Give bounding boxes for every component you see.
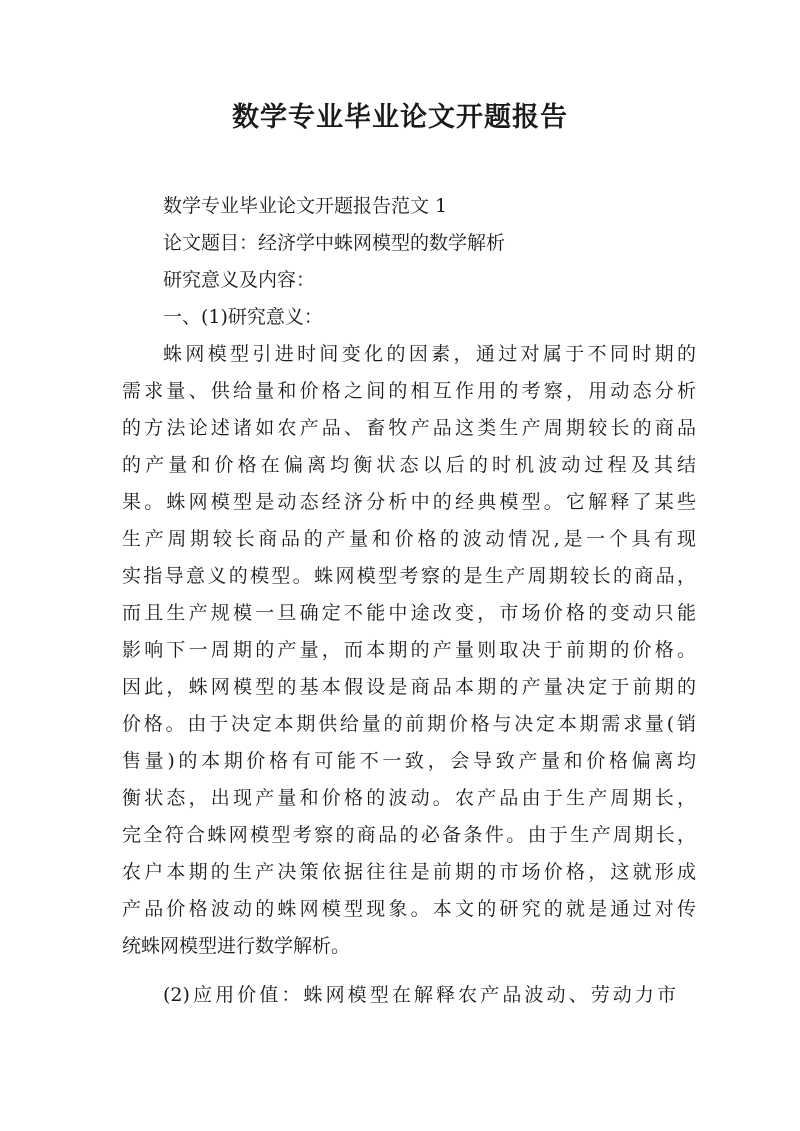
- paragraph-line: 衡状态，出现产量和价格的波动。农产品由于生产周期长，: [122, 787, 696, 809]
- paragraph-line: 农户本期的生产决策依据往往是前期的市场价格，这就形成: [122, 861, 696, 883]
- heading-line: 研究意义及内容：: [163, 269, 316, 291]
- paragraph-line: 完全符合蛛网模型考察的商品的必备条件。由于生产周期长，: [122, 824, 696, 846]
- paragraph-line: 价格。由于决定本期供给量的前期价格与决定本期需求量(销: [122, 713, 696, 735]
- paragraph-line: 的产量和价格在偏离均衡状态以后的时机波动过程及其结: [122, 454, 696, 476]
- paragraph-line: 果。蛛网模型是动态经济分析中的经典模型。它解释了某些: [122, 491, 696, 513]
- paragraph-line: 蛛网模型引进时间变化的因素，通过对属于不同时期的: [163, 343, 696, 365]
- paragraph-line: 产品价格波动的蛛网模型现象。本文的研究的就是通过对传: [122, 898, 696, 920]
- paragraph-line: 实指导意义的模型。蛛网模型考察的是生产周期较长的商品，: [122, 565, 696, 587]
- heading-line: 一、(1)研究意义：: [163, 306, 323, 328]
- paragraph-line: 而且生产规模一旦确定不能中途改变，市场价格的变动只能: [122, 602, 696, 624]
- paragraph-line: 统蛛网模型进行数学解析。: [122, 935, 351, 957]
- heading-line: 数学专业毕业论文开题报告范文 1: [163, 195, 448, 217]
- paragraph-line: 因此，蛛网模型的基本假设是商品本期的产量决定于前期的: [122, 676, 696, 698]
- paragraph-line: 售量)的本期价格有可能不一致，会导致产量和价格偏离均: [122, 750, 696, 772]
- paragraph-line: (2)应用价值：蛛网模型在解释农产品波动、劳动力市: [163, 984, 676, 1006]
- paragraph-line: 生产周期较长商品的产量和价格的波动情况,是一个具有现: [122, 528, 696, 550]
- document-title: 数学专业毕业论文开题报告: [232, 102, 568, 133]
- heading-line: 论文题目：经济学中蛛网模型的数学解析: [163, 232, 506, 254]
- paragraph-line: 影响下一周期的产量，而本期的产量则取决于前期的价格。: [122, 639, 696, 661]
- paragraph-line: 需求量、供给量和价格之间的相互作用的考察，用动态分析: [122, 380, 696, 402]
- paragraph-line: 的方法论述诸如农产品、畜牧产品这类生产周期较长的商品: [122, 417, 696, 439]
